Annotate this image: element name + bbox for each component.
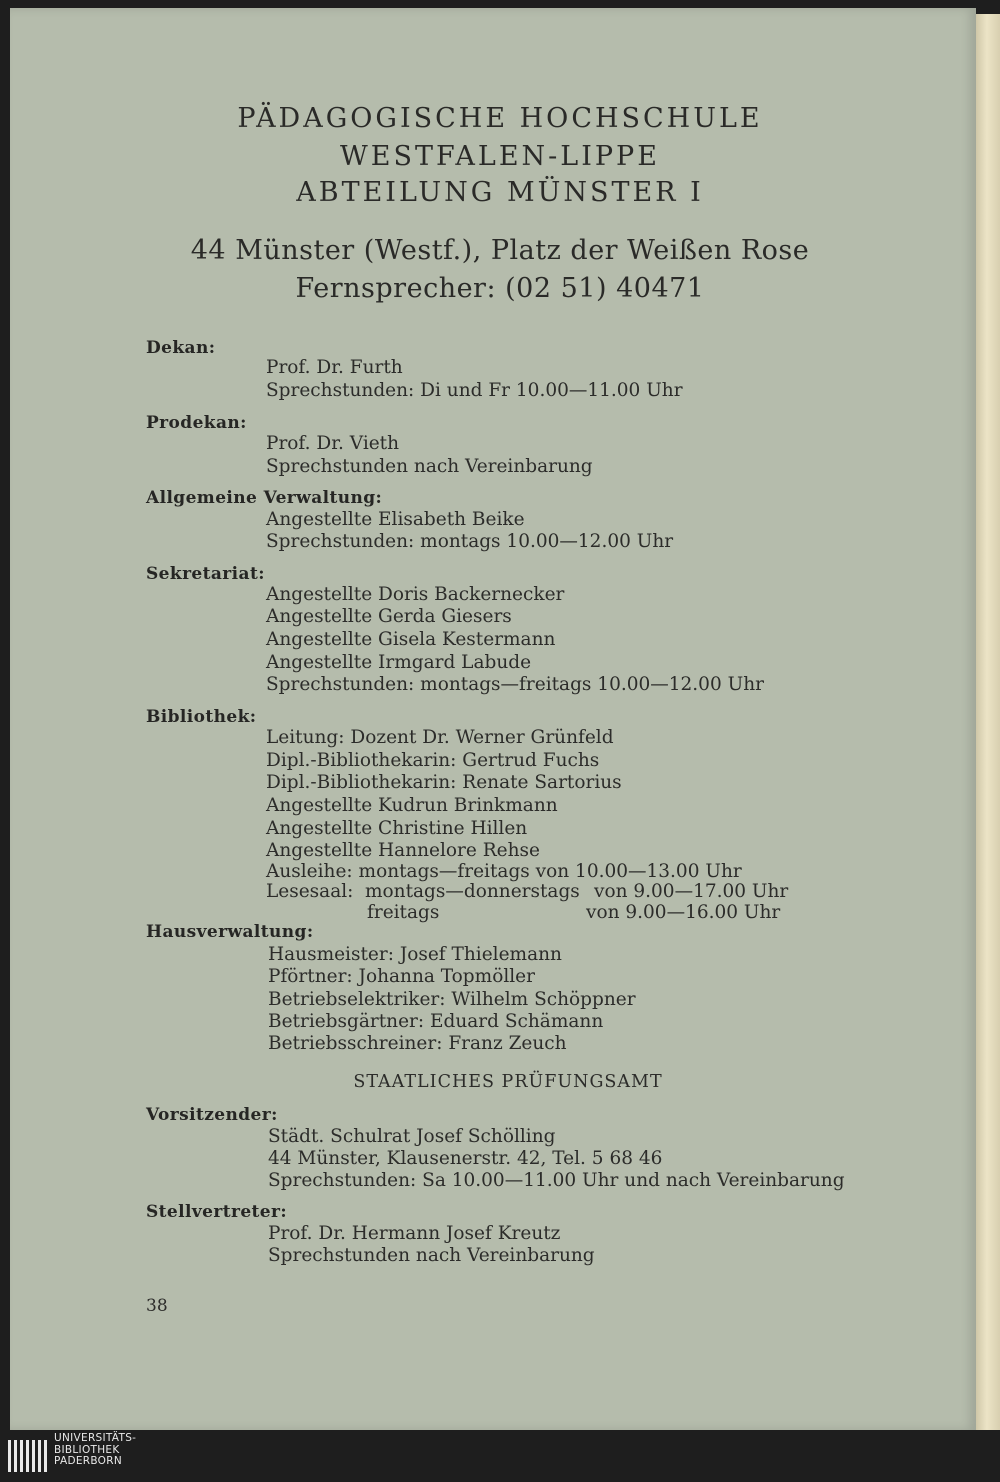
vorsitzender-label: Vorsitzender: [146, 1105, 278, 1125]
lesesaal-days: freitags [367, 902, 440, 923]
bibliothek-line: Angestellte Kudrun Brinkmann [266, 795, 558, 816]
verwaltung-label: Allgemeine Verwaltung: [146, 488, 383, 508]
bibliothek-line: Leitung: Dozent Dr. Werner Grünfeld [266, 727, 614, 748]
sekretariat-line: Angestellte Doris Backernecker [266, 584, 565, 605]
prodekan-label: Prodekan: [146, 413, 247, 433]
bibliothek-line: Angestellte Christine Hillen [266, 818, 528, 839]
hausverwaltung-line: Betriebselektriker: Wilhelm Schöppner [268, 989, 636, 1010]
dekan-name: Prof. Dr. Furth [266, 357, 403, 378]
library-footer [0, 1430, 1000, 1482]
prodekan-hours: Sprechstunden nach Vereinbarung [266, 456, 593, 477]
logo-line: BIBLIOTHEK [54, 1443, 120, 1456]
pruefungsamt-title: STAATLICHES PRÜFUNGSAMT [353, 1072, 663, 1092]
verwaltung-name: Angestellte Elisabeth Beike [266, 509, 525, 530]
library-logo-icon [6, 1436, 50, 1476]
page-edge [976, 14, 1000, 1430]
bibliothek-label: Bibliothek: [146, 707, 257, 727]
logo-line: PADERBORN [54, 1455, 122, 1467]
lesesaal-days: montags—donnerstags [365, 881, 580, 902]
dekan-hours: Sprechstunden: Di und Fr 10.00—11.00 Uhr [266, 380, 683, 401]
sekretariat-line: Angestellte Gisela Kestermann [266, 629, 556, 650]
lesesaal-time: von 9.00—16.00 Uhr [586, 902, 781, 923]
logo-line: UNIVERSITÄTS- [54, 1432, 137, 1444]
stellvertreter-line: Prof. Dr. Hermann Josef Kreutz [268, 1223, 561, 1244]
phone-line: Fernsprecher: (02 51) 40471 [295, 273, 705, 304]
lesesaal-time: von 9.00—17.00 Uhr [594, 881, 789, 902]
bibliothek-line: Dipl.-Bibliothekarin: Gertrud Fuchs [266, 750, 600, 771]
hausverwaltung-label: Hausverwaltung: [146, 922, 314, 942]
department-title: ABTEILUNG MÜNSTER I [296, 177, 704, 208]
hausverwaltung-line: Hausmeister: Josef Thielemann [268, 944, 562, 965]
stellvertreter-label: Stellvertreter: [146, 1202, 288, 1222]
bibliothek-line: Dipl.-Bibliothekarin: Renate Sartorius [266, 772, 622, 793]
sekretariat-line: Angestellte Irmgard Labude [266, 652, 532, 673]
address-line: 44 Münster (Westf.), Platz der Weißen Rose [190, 235, 810, 266]
institution-subtitle: WESTFALEN-LIPPE [340, 141, 660, 172]
hausverwaltung-line: Betriebsschreiner: Franz Zeuch [268, 1033, 567, 1054]
hausverwaltung-line: Pförtner: Johanna Topmöller [268, 966, 535, 987]
lesesaal-label: Lesesaal: [266, 881, 354, 902]
sekretariat-hours: Sprechstunden: montags—freitags 10.00—12.00 Uhr [266, 674, 764, 695]
page-number: 38 [146, 1296, 168, 1316]
vorsitzender-hours: Sprechstunden: Sa 10.00—11.00 Uhr und nach Vereinbarung [268, 1170, 845, 1191]
bibliothek-line: Angestellte Hannelore Rehse [266, 840, 540, 861]
vorsitzender-line: 44 Münster, Klausenerstr. 42, Tel. 5 68 46 [268, 1148, 663, 1169]
ausleihe-hours: Ausleihe: montags—freitags von 10.00—13.00 Uhr [266, 861, 742, 882]
stellvertreter-hours: Sprechstunden nach Vereinbarung [268, 1245, 595, 1266]
verwaltung-hours: Sprechstunden: montags 10.00—12.00 Uhr [266, 531, 674, 552]
vorsitzender-line: Städt. Schulrat Josef Schölling [268, 1126, 556, 1147]
hausverwaltung-line: Betriebsgärtner: Eduard Schämann [268, 1011, 604, 1032]
prodekan-name: Prof. Dr. Vieth [266, 433, 400, 454]
library-logo-text [54, 1433, 136, 1468]
sekretariat-label: Sekretariat: [146, 564, 265, 584]
institution-title: PÄDAGOGISCHE HOCHSCHULE [237, 103, 763, 134]
dekan-label: Dekan: [146, 338, 216, 358]
sekretariat-line: Angestellte Gerda Giesers [266, 606, 512, 627]
